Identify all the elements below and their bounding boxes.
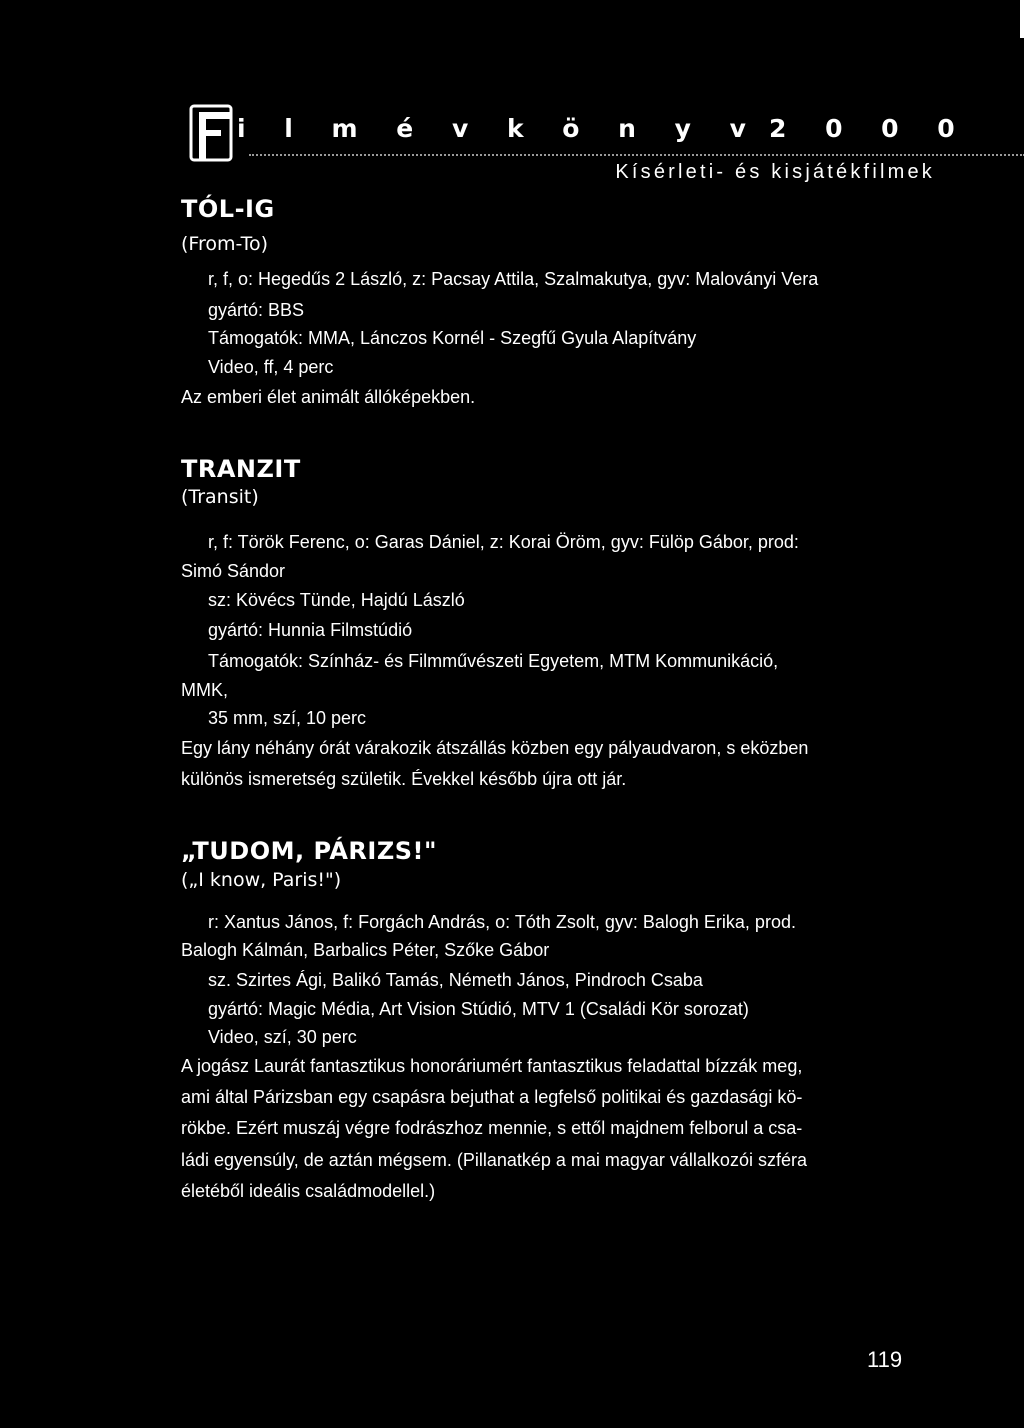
credit-line: r: Xantus János, f: Forgách András, o: Tóth Zsolt, gyv: Balogh Erika, prod. — [208, 912, 796, 932]
page-header — [189, 102, 1024, 192]
credit-line: r, f, o: Hegedűs 2 László, z: Pacsay Attila, Szalmakutya, gyv: Maloványi Vera — [208, 269, 819, 289]
credit-line: r, f: Török Ferenc, o: Garas Dániel, z: Korai Öröm, gyv: Fülöp Gábor, prod: — [208, 532, 799, 552]
credit-line: Video, szí, 30 perc — [208, 1027, 357, 1047]
credit-line: gyártó: Magic Média, Art Vision Stúdió, MTV 1 (Családi Kör sorozat) — [208, 999, 749, 1019]
description-line: ládi egyensúly, de aztán mégsem. (Pillanatkép a mai magyar vállalkozói szféra — [181, 1149, 807, 1170]
yearbook-name: i l m é v k ö n y v — [237, 114, 761, 143]
corner-mark — [1020, 0, 1024, 38]
description-line: A jogász Laurát fantasztikus honoráriumért fantasztikus feladattal bízzák meg, — [181, 1056, 803, 1076]
credit-line: Balogh Kálmán, Barbalics Péter, Szőke Gábor — [181, 940, 550, 960]
credit-line: Támogatók: Színház- és Filmművészeti Egyetem, MTM Kommunikáció, — [208, 651, 779, 671]
yearbook-year: 2 0 0 0 — [768, 114, 970, 143]
description-line: ami által Párizsban egy csapásra bejuthat a legfelső politikai és gazdasági kö- — [181, 1087, 803, 1108]
description-line: Egy lány néhány órát várakozik átszállás közben egy pályaudvaron, s eközben — [181, 738, 809, 758]
entry-title-tudom-parizs: „TUDOM, PÁRIZS!" — [181, 837, 437, 865]
credit-line: 35 mm, szí, 10 perc — [208, 708, 367, 728]
entry-title-tranzit: TRANZIT — [181, 455, 301, 483]
entry-subtitle-tranzit: (Transit) — [181, 486, 259, 508]
credit-line: gyártó: Hunnia Filmstúdió — [208, 620, 413, 640]
credit-line: Video, ff, 4 perc — [208, 357, 334, 377]
entry-title-tol-ig: TÓL-IG — [181, 195, 275, 223]
section-label: Kísérleti- és kisjátékfilmek — [615, 161, 935, 183]
yearbook-title — [237, 114, 970, 143]
credit-line: Támogatók: MMA, Lánczos Kornél - Szegfű Gyula Alapítvány — [208, 328, 697, 348]
description-line: különös ismeretség születik. Évekkel később újra ott jár. — [181, 769, 627, 790]
entry-description — [181, 1051, 929, 1207]
credit-line: sz. Szirtes Ági, Balikó Tamás, Németh János, Pindroch Csaba — [208, 970, 703, 990]
header-rule — [249, 154, 1024, 156]
filmevkonyv-logo-icon — [189, 104, 233, 162]
entry-subtitle-tol-ig: (From-To) — [181, 233, 269, 255]
description-line: életéből ideális családmodellel.) — [181, 1180, 436, 1201]
credit-line: MMK, — [181, 680, 228, 700]
credit-line: gyártó: BBS — [208, 300, 305, 320]
credit-line: sz: Kövécs Tünde, Hajdú László — [208, 590, 465, 610]
description-line: rökbe. Ezért muszáj végre fodrászhoz mennie, s ettől majdnem felborul a csa- — [181, 1118, 803, 1139]
entry-description — [181, 733, 929, 795]
entry-subtitle-tudom-parizs: („I know, Paris!") — [181, 869, 342, 891]
page-number: 119 — [867, 1347, 903, 1372]
entry-description: Az emberi élet animált állóképekben. — [181, 387, 476, 407]
credit-line: Simó Sándor — [181, 561, 286, 581]
